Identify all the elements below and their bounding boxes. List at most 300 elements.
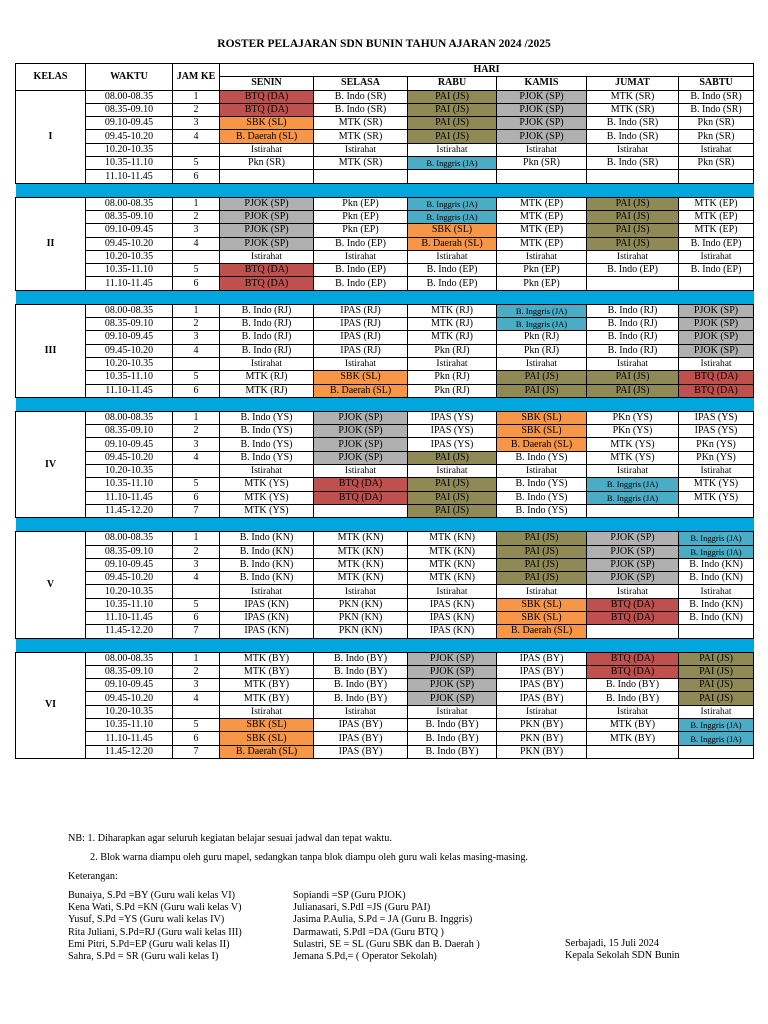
subject-cell: Pkn (SR): [679, 117, 754, 130]
subject-cell: Pkn (SR): [679, 157, 754, 170]
subject-cell: MTK (KN): [408, 572, 497, 585]
subject-cell: B. Indo (SR): [587, 157, 679, 170]
period-number: 1: [173, 304, 220, 317]
subject-cell: B. Indo (SR): [679, 90, 754, 103]
table-row: [16, 411, 754, 424]
time-cell: 09.45-10.20: [86, 130, 173, 143]
subject-cell: [587, 745, 679, 758]
subject-cell: MTK (EP): [497, 237, 587, 250]
subject-cell: [587, 625, 679, 638]
subject-cell: MTK (EP): [679, 210, 754, 223]
subject-cell: PKn (YS): [679, 438, 754, 451]
table-row: [16, 277, 754, 290]
period-number: 1: [173, 532, 220, 545]
subject-cell: B. Inggris (JA): [679, 719, 754, 732]
table-row: [16, 679, 754, 692]
subject-cell: MTK (YS): [220, 478, 314, 491]
subject-cell: B. Indo (YS): [497, 478, 587, 491]
legend-item: Jasima P.Aulia, S.Pd = JA (Guru B. Inggris): [293, 914, 473, 926]
table-row: [16, 558, 754, 571]
subject-cell: PKN (BY): [497, 745, 587, 758]
time-cell: 08.00-08.35: [86, 532, 173, 545]
subject-cell: B. Indo (KN): [220, 545, 314, 558]
subject-cell: MTK (RJ): [408, 318, 497, 331]
time-cell: 08.00-08.35: [86, 304, 173, 317]
subject-cell: PJOK (SP): [497, 117, 587, 130]
subject-cell: [587, 277, 679, 290]
table-row: [16, 585, 754, 598]
subject-cell: PAI (JS): [408, 90, 497, 103]
subject-cell: Pkn (EP): [314, 197, 408, 210]
period-number: 6: [173, 277, 220, 290]
subject-cell: MTK (YS): [587, 451, 679, 464]
subject-cell: IPAS (KN): [408, 598, 497, 611]
subject-cell: PAI (JS): [587, 210, 679, 223]
subject-cell: BTQ (DA): [587, 665, 679, 678]
subject-cell: B. Indo (RJ): [587, 318, 679, 331]
legend-item: Emi Pitri, S.Pd=EP (Guru wali kelas II): [68, 938, 230, 950]
keterangan-label: Keterangan:: [68, 871, 118, 882]
subject-cell: B. Indo (RJ): [220, 344, 314, 357]
period-number: 5: [173, 157, 220, 170]
subject-cell: MTK (YS): [220, 504, 314, 517]
subject-cell: MTK (SR): [314, 130, 408, 143]
subject-cell: Istirahat: [679, 250, 754, 263]
subject-cell: PJOK (SP): [314, 411, 408, 424]
subject-cell: IPAS (YS): [679, 425, 754, 438]
subject-cell: PAI (JS): [679, 679, 754, 692]
subject-cell: PJOK (SP): [314, 438, 408, 451]
period-number: 4: [173, 130, 220, 143]
subject-cell: MTK (KN): [314, 558, 408, 571]
subject-cell: MTK (EP): [497, 197, 587, 210]
subject-cell: Istirahat: [408, 585, 497, 598]
subject-cell: B. Indo (EP): [408, 264, 497, 277]
table-row: [16, 371, 754, 384]
time-cell: 10.35-11.10: [86, 719, 173, 732]
separator-band: [16, 183, 754, 197]
period-number: [173, 585, 220, 598]
subject-cell: MTK (BY): [587, 719, 679, 732]
subject-cell: B. Daerah (SL): [497, 625, 587, 638]
subject-cell: B. Indo (KN): [220, 572, 314, 585]
time-cell: 10.35-11.10: [86, 371, 173, 384]
time-cell: 09.45-10.20: [86, 572, 173, 585]
time-cell: 09.10-09.45: [86, 438, 173, 451]
subject-cell: PJOK (SP): [587, 545, 679, 558]
period-number: 2: [173, 425, 220, 438]
subject-cell: B. Indo (EP): [314, 277, 408, 290]
subject-cell: Istirahat: [679, 143, 754, 156]
separator-band: [16, 290, 754, 304]
subject-cell: B. Indo (YS): [220, 438, 314, 451]
subject-cell: B. Indo (BY): [314, 679, 408, 692]
legend-item: Jemana S.Pd,= ( Operator Sekolah): [293, 951, 437, 963]
subject-cell: Istirahat: [408, 705, 497, 718]
document-title: ROSTER PELAJARAN SDN BUNIN TAHUN AJARAN 2024 /2025: [217, 38, 551, 50]
subject-cell: PJOK (SP): [220, 237, 314, 250]
subject-cell: IPAS (BY): [314, 745, 408, 758]
subject-cell: Istirahat: [408, 465, 497, 478]
subject-cell: SBK (SL): [314, 371, 408, 384]
subject-cell: Istirahat: [497, 705, 587, 718]
time-cell: 10.20-10.35: [86, 250, 173, 263]
period-number: [173, 465, 220, 478]
subject-cell: PAI (JS): [497, 532, 587, 545]
subject-cell: BTQ (DA): [220, 264, 314, 277]
subject-cell: Istirahat: [220, 143, 314, 156]
roster-table: [15, 63, 754, 759]
subject-cell: B. Indo (BY): [408, 732, 497, 745]
time-cell: 08.35-09.10: [86, 665, 173, 678]
legend-homeroom-teachers: [68, 890, 242, 963]
notes-section: [68, 832, 758, 883]
subject-cell: PAI (JS): [408, 451, 497, 464]
subject-cell: Pkn (SR): [679, 130, 754, 143]
time-cell: 10.20-10.35: [86, 143, 173, 156]
period-number: 1: [173, 652, 220, 665]
subject-cell: B. Indo (YS): [497, 504, 587, 517]
period-number: 5: [173, 598, 220, 611]
subject-cell: BTQ (DA): [220, 90, 314, 103]
subject-cell: PAI (JS): [587, 197, 679, 210]
subject-cell: [587, 504, 679, 517]
period-number: 4: [173, 451, 220, 464]
legend-item: Bunaiya, S.Pd =BY (Guru wali kelas VI): [68, 890, 236, 901]
subject-cell: PJOK (SP): [220, 197, 314, 210]
time-cell: 11.45-12.20: [86, 504, 173, 517]
subject-cell: PKN (KN): [314, 625, 408, 638]
header-jam-ke: JAM KE: [173, 64, 220, 91]
subject-cell: Istirahat: [408, 143, 497, 156]
time-cell: 09.45-10.20: [86, 344, 173, 357]
period-number: [173, 705, 220, 718]
subject-cell: MTK (BY): [220, 652, 314, 665]
subject-cell: PJOK (SP): [220, 210, 314, 223]
time-cell: 11.45-12.20: [86, 745, 173, 758]
header-hari: HARI: [220, 64, 754, 77]
period-number: 1: [173, 90, 220, 103]
table-row: [16, 598, 754, 611]
subject-cell: B. Inggris (JA): [679, 545, 754, 558]
subject-cell: B. Indo (RJ): [220, 331, 314, 344]
subject-cell: PAI (JS): [587, 384, 679, 397]
subject-cell: IPAS (RJ): [314, 331, 408, 344]
subject-cell: PJOK (SP): [497, 103, 587, 116]
time-cell: 08.35-09.10: [86, 318, 173, 331]
subject-cell: MTK (BY): [220, 665, 314, 678]
time-cell: 11.10-11.45: [86, 611, 173, 624]
subject-cell: B. Indo (BY): [587, 692, 679, 705]
subject-cell: Pkn (EP): [497, 264, 587, 277]
period-number: 6: [173, 611, 220, 624]
signature-role: Kepala Sekolah SDN Bunin: [565, 950, 680, 962]
subject-cell: B. Indo (EP): [679, 237, 754, 250]
subject-cell: [679, 170, 754, 183]
subject-cell: MTK (BY): [587, 732, 679, 745]
table-row: [16, 224, 754, 237]
table-row: [16, 652, 754, 665]
subject-cell: PJOK (SP): [314, 451, 408, 464]
table-row: [16, 692, 754, 705]
subject-cell: Pkn (RJ): [497, 331, 587, 344]
period-number: 5: [173, 371, 220, 384]
subject-cell: B. Inggris (JA): [408, 210, 497, 223]
subject-cell: B. Indo (RJ): [220, 304, 314, 317]
subject-cell: MTK (RJ): [220, 384, 314, 397]
subject-cell: [679, 504, 754, 517]
table-row: [16, 384, 754, 397]
subject-cell: PAI (JS): [408, 478, 497, 491]
subject-cell: BTQ (DA): [587, 611, 679, 624]
subject-cell: Istirahat: [408, 357, 497, 370]
time-cell: 08.00-08.35: [86, 90, 173, 103]
subject-cell: SBK (SL): [497, 611, 587, 624]
subject-cell: B. Inggris (JA): [587, 491, 679, 504]
legend-item: Julianasari, S.PdI =JS (Guru PAI): [293, 902, 431, 914]
table-row: [16, 438, 754, 451]
subject-cell: PAI (JS): [497, 558, 587, 571]
subject-cell: BTQ (DA): [587, 598, 679, 611]
subject-cell: B. Indo (EP): [314, 264, 408, 277]
period-number: 4: [173, 237, 220, 250]
period-number: 3: [173, 558, 220, 571]
time-cell: 09.10-09.45: [86, 558, 173, 571]
subject-cell: Istirahat: [679, 705, 754, 718]
period-number: 5: [173, 478, 220, 491]
subject-cell: Istirahat: [679, 465, 754, 478]
subject-cell: Istirahat: [497, 465, 587, 478]
time-cell: 10.20-10.35: [86, 465, 173, 478]
subject-cell: PJOK (SP): [679, 331, 754, 344]
legend-item: Sahra, S.Pd = SR (Guru wali kelas I): [68, 951, 219, 963]
legend-subject-teachers: [293, 890, 480, 963]
header-kelas: KELAS: [16, 64, 86, 91]
subject-cell: B. Inggris (JA): [679, 532, 754, 545]
note-1: NB: 1. Diharapkan agar seluruh kegiatan belajar sesuai jadwal dan tepat waktu.: [68, 833, 392, 844]
legend-item: Kena Wati, S.Pd =KN (Guru wali kelas V): [68, 902, 242, 914]
subject-cell: PJOK (SP): [497, 90, 587, 103]
subject-cell: Pkn (RJ): [497, 344, 587, 357]
signature-place-date: Serbajadi, 15 Juli 2024: [565, 938, 659, 949]
subject-cell: SBK (SL): [497, 411, 587, 424]
table-row: [16, 318, 754, 331]
subject-cell: MTK (YS): [587, 438, 679, 451]
subject-cell: MTK (KN): [408, 558, 497, 571]
table-row: [16, 451, 754, 464]
subject-cell: IPAS (BY): [497, 652, 587, 665]
subject-cell: Istirahat: [587, 705, 679, 718]
subject-cell: B. Indo (BY): [314, 665, 408, 678]
subject-cell: MTK (EP): [497, 210, 587, 223]
time-cell: 08.35-09.10: [86, 103, 173, 116]
subject-cell: Istirahat: [587, 585, 679, 598]
subject-cell: IPAS (BY): [497, 679, 587, 692]
subject-cell: IPAS (BY): [497, 692, 587, 705]
subject-cell: IPAS (KN): [408, 625, 497, 638]
subject-cell: MTK (SR): [314, 157, 408, 170]
subject-cell: B. Indo (RJ): [220, 318, 314, 331]
time-cell: 10.20-10.35: [86, 705, 173, 718]
period-number: 3: [173, 679, 220, 692]
table-row: [16, 143, 754, 156]
table-row: [16, 130, 754, 143]
subject-cell: B. Daerah (SL): [497, 438, 587, 451]
subject-cell: PAI (JS): [408, 103, 497, 116]
legend-item: Sopiandi =SP (Guru PJOK): [293, 890, 406, 901]
time-cell: 09.10-09.45: [86, 331, 173, 344]
subject-cell: PKn (YS): [587, 411, 679, 424]
class-label: I: [16, 90, 86, 183]
subject-cell: PAI (JS): [587, 371, 679, 384]
signature-block: [565, 938, 680, 962]
table-row: [16, 210, 754, 223]
subject-cell: Istirahat: [314, 585, 408, 598]
subject-cell: [587, 170, 679, 183]
subject-cell: B. Inggris (JA): [408, 157, 497, 170]
separator-band: [16, 397, 754, 411]
period-number: 6: [173, 170, 220, 183]
class-label: V: [16, 532, 86, 638]
subject-cell: SBK (SL): [408, 224, 497, 237]
period-number: 2: [173, 318, 220, 331]
subject-cell: PJOK (SP): [314, 425, 408, 438]
subject-cell: SBK (SL): [497, 425, 587, 438]
subject-cell: MTK (SR): [587, 103, 679, 116]
subject-cell: PAI (JS): [497, 572, 587, 585]
subject-cell: Istirahat: [587, 465, 679, 478]
subject-cell: Istirahat: [587, 357, 679, 370]
subject-cell: IPAS (KN): [220, 598, 314, 611]
header-day-rabu: RABU: [408, 77, 497, 90]
subject-cell: Pkn (RJ): [408, 371, 497, 384]
subject-cell: BTQ (DA): [220, 277, 314, 290]
subject-cell: MTK (KN): [314, 545, 408, 558]
time-cell: 11.10-11.45: [86, 732, 173, 745]
subject-cell: PKn (YS): [587, 425, 679, 438]
subject-cell: Istirahat: [679, 357, 754, 370]
subject-cell: PKN (BY): [497, 732, 587, 745]
period-number: 3: [173, 438, 220, 451]
subject-cell: B. Indo (RJ): [587, 331, 679, 344]
subject-cell: IPAS (BY): [314, 719, 408, 732]
subject-cell: MTK (YS): [679, 491, 754, 504]
table-row: [16, 625, 754, 638]
period-number: 5: [173, 264, 220, 277]
subject-cell: MTK (SR): [314, 117, 408, 130]
subject-cell: PAI (JS): [497, 545, 587, 558]
period-number: [173, 357, 220, 370]
table-row: [16, 465, 754, 478]
class-label: III: [16, 304, 86, 397]
subject-cell: PJOK (SP): [220, 224, 314, 237]
subject-cell: MTK (KN): [314, 532, 408, 545]
subject-cell: SBK (SL): [497, 598, 587, 611]
subject-cell: B. Indo (KN): [679, 572, 754, 585]
table-row: [16, 545, 754, 558]
table-row: [16, 197, 754, 210]
subject-cell: PAI (JS): [587, 224, 679, 237]
time-cell: 08.35-09.10: [86, 545, 173, 558]
subject-cell: MTK (BY): [220, 679, 314, 692]
table-row: [16, 425, 754, 438]
subject-cell: SBK (SL): [220, 719, 314, 732]
subject-cell: [679, 277, 754, 290]
period-number: 7: [173, 745, 220, 758]
period-number: 6: [173, 491, 220, 504]
time-cell: 10.35-11.10: [86, 598, 173, 611]
time-cell: 10.35-11.10: [86, 478, 173, 491]
subject-cell: [314, 170, 408, 183]
subject-cell: IPAS (KN): [220, 625, 314, 638]
subject-cell: B. Indo (BY): [408, 719, 497, 732]
subject-cell: B. Indo (YS): [220, 411, 314, 424]
class-separator: [16, 183, 754, 197]
table-row: [16, 719, 754, 732]
time-cell: 09.45-10.20: [86, 451, 173, 464]
subject-cell: MTK (YS): [679, 478, 754, 491]
subject-cell: BTQ (DA): [314, 491, 408, 504]
subject-cell: B. Indo (KN): [679, 558, 754, 571]
period-number: 4: [173, 344, 220, 357]
subject-cell: [497, 170, 587, 183]
subject-cell: MTK (YS): [220, 491, 314, 504]
table-row: [16, 572, 754, 585]
time-cell: 11.10-11.45: [86, 384, 173, 397]
subject-cell: Istirahat: [220, 585, 314, 598]
subject-cell: PJOK (SP): [679, 304, 754, 317]
subject-cell: [679, 745, 754, 758]
time-cell: 10.20-10.35: [86, 585, 173, 598]
subject-cell: PAI (JS): [679, 665, 754, 678]
subject-cell: SBK (SL): [220, 732, 314, 745]
subject-cell: PJOK (SP): [679, 318, 754, 331]
time-cell: 08.00-08.35: [86, 652, 173, 665]
subject-cell: Pkn (RJ): [408, 384, 497, 397]
subject-cell: MTK (BY): [220, 692, 314, 705]
period-number: 3: [173, 331, 220, 344]
subject-cell: B. Indo (KN): [679, 598, 754, 611]
subject-cell: B. Indo (SR): [314, 103, 408, 116]
table-row: [16, 264, 754, 277]
subject-cell: MTK (EP): [679, 224, 754, 237]
table-row: [16, 117, 754, 130]
subject-cell: Istirahat: [314, 705, 408, 718]
subject-cell: B. Daerah (SL): [408, 237, 497, 250]
subject-cell: Istirahat: [220, 465, 314, 478]
subject-cell: PAI (JS): [497, 371, 587, 384]
subject-cell: Istirahat: [408, 250, 497, 263]
time-cell: 09.10-09.45: [86, 117, 173, 130]
subject-cell: B. Daerah (SL): [220, 745, 314, 758]
subject-cell: PAI (JS): [497, 384, 587, 397]
class-label: IV: [16, 411, 86, 517]
time-cell: 08.35-09.10: [86, 425, 173, 438]
subject-cell: BTQ (DA): [587, 652, 679, 665]
period-number: 2: [173, 665, 220, 678]
subject-cell: IPAS (YS): [679, 411, 754, 424]
table-row: [16, 170, 754, 183]
separator-band: [16, 518, 754, 532]
table-row: [16, 90, 754, 103]
subject-cell: IPAS (YS): [408, 411, 497, 424]
separator-band: [16, 638, 754, 652]
subject-cell: B. Indo (SR): [587, 117, 679, 130]
table-row: [16, 745, 754, 758]
subject-cell: Istirahat: [220, 705, 314, 718]
subject-cell: BTQ (DA): [220, 103, 314, 116]
period-number: 2: [173, 545, 220, 558]
